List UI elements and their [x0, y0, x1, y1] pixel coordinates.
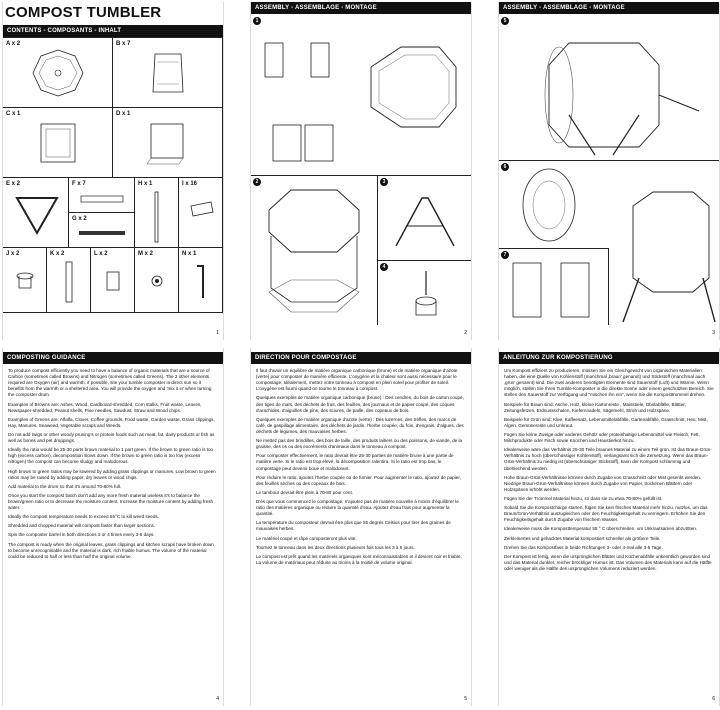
part-l-label: L x 2 — [94, 251, 108, 257]
paragraph: Hohe Braun-Grün-Verhältnisse können durch Zugabe von Grasschnitt oder Mist gesenkt werden. Niedrige Braun-Grün-Verhältnisse können durch Zugabe von Papier, trockenen Blättern oder Holzspänen erhöht werden. — [504, 474, 702, 492]
part-e-cell — [3, 178, 69, 248]
guidance-text — [499, 364, 719, 579]
paragraph: Shredded and chopped material will compost faster than larger sections. — [8, 523, 156, 529]
part-c-label: C x 1 — [6, 111, 21, 117]
part-e-drawing — [3, 178, 69, 248]
page-6 — [498, 348, 720, 706]
step-5-drawing — [499, 15, 719, 160]
step-2-drawing — [251, 176, 378, 326]
part-d-label: D x 1 — [116, 111, 131, 117]
part-l-cell — [91, 248, 135, 313]
paragraph: Idealerweise wäre das Verhältnis 25-30 Teile braunes Material zu einem Teil grün. Ist das Braun-Grün-Verhältnis zu hoch (überschüssiger Kohlenstoff), verlangsamt sich die Zersetzung. Wenn das Braun-Grün-Verhältnis zu niedrig ist (überschüssiger Stickstoff), kann der Kompost schlammig und übelriechend werden. — [504, 447, 712, 471]
part-g-drawing — [69, 213, 135, 248]
paragraph: Spin the composter barrel in both directions 3 or 4 times every 3-5 days. — [8, 532, 155, 538]
paragraph: Fügen Sie keine Zweige oder anderes Gehölz oder proteinhaltige Lebensmittel wie Fleisch, Fett, Milchprodukte oder Fisch sowie Knochen und Haustierkot hinzu. — [504, 431, 700, 444]
paragraph: Examples of Greens are: Alfalfa, Clover, Coffee grounds, Food waste, Garden waste, Grass clippings, Hay, Manures, Seaweed, Vegetable scraps and Weeds. — [8, 416, 215, 428]
part-d-cell — [113, 108, 223, 178]
step-1-drawing — [251, 15, 471, 175]
step-7-box — [499, 248, 609, 325]
part-k-cell — [47, 248, 91, 313]
step-number: 6 — [501, 163, 509, 171]
paragraph: Pour composter effectivement, le ratio devrait être 25-30 parties de matière brune à une partie de matière verte. Si le ratio est trop élevé, la décomposition ralentira. Si le ratio est trop bas, le compostage peut devenir boue et malodorant. — [256, 453, 454, 471]
guidance-bar: ANLEITUNG ZUR KOMPOSTIERUNG — [499, 352, 719, 364]
step-number: 5 — [501, 17, 509, 25]
step-4-box — [378, 260, 471, 325]
paragraph: Once you start the compost batch don't add any more fresh material useless it's to balance the brown/green ratio or to decrease the moisture content. Increase the moisture content by adding fresh water. — [8, 492, 214, 511]
paragraph: Le tambour devrait être plein à 70-80 pour cent. — [256, 489, 354, 495]
paragraph: Le matériel coupé et râpé composteront plus vite. — [256, 535, 357, 541]
paragraph: Zerkleinertes und gehacktes Material kompostiert schneller als größere Teile. — [504, 535, 661, 541]
paragraph: Il faut d'avoir un équilibre de matière organique carbonique (brune) et de matière organique d'azote (verte) pour composter de manière efficiente. L'oxygène et la chaleur sont aussi nécessaire pour le compostage. Idéalement, mettez votre tonneau à compost en plein soleil pour profiter de soleil. L'oxygène est fourni quand on tourne le tonneau à compost. — [256, 368, 458, 392]
paragraph: La température du composteur devrait être plus que 55 degrés Celsius pour tirer des graines de mauvaises herbes. — [256, 520, 451, 532]
part-a-label: A x 2 — [6, 41, 21, 47]
paragraph: Do not add twigs or other woody pruning's or protein foods such as meat, fat, dairy products or fish as well as bones and pet droppings. — [8, 431, 215, 444]
part-l-drawing — [91, 248, 135, 313]
step-5-box — [499, 15, 719, 160]
part-m-drawing — [135, 248, 179, 313]
guidance-text — [3, 364, 223, 567]
part-j-drawing — [3, 248, 47, 313]
guidance-bar: DIRECTION POUR COMPOSTAGE — [251, 352, 471, 364]
part-n-cell — [179, 248, 223, 313]
part-h-cell — [135, 178, 179, 248]
part-b-cell — [113, 38, 223, 108]
assembled-composter-drawing — [609, 182, 719, 327]
part-n-label: N x 1 — [182, 251, 197, 257]
paragraph: Idealerweise muss die Komposttemperatur 55 ° C überschreiten, um Unkrautsamen abzutöten. — [504, 526, 698, 532]
part-j-label: J x 2 — [6, 251, 20, 257]
assembly-bar: ASSEMBLY - ASSEMBLAGE - MONTAGE — [499, 2, 719, 14]
part-c-drawing — [3, 108, 113, 178]
page-1 — [2, 2, 224, 340]
part-n-drawing — [179, 248, 223, 313]
paragraph: Tournez le tonneau dans les deux directions plusieurs fois tous les 3 à 5 jours. — [256, 544, 415, 550]
paragraph: Drehen Sie das Kompostfass in beide Richtungen 3- oder 4-mal alle 3-5 Tage. — [504, 544, 663, 550]
part-i-drawing — [179, 178, 223, 248]
step-number: 7 — [501, 251, 509, 259]
contents-bar: CONTENTS - COMPOSANTS - INHALT — [3, 25, 223, 37]
part-b-label: B x 7 — [116, 41, 131, 47]
part-f-drawing — [69, 178, 135, 213]
part-j-cell — [3, 248, 47, 313]
step-2-box — [251, 175, 378, 325]
paragraph: Quelques exemples de matière organique carbonique (brune) : Des cendres, du bois de carton coupé, des tiges de maïs, des déchets de fruit, des feuilles, des journaux et de papier coupé, des coques d'arachides, d'aiguilles de pins, des sciures, de paille, des copeaux de bois. — [256, 395, 464, 413]
part-a-cell — [3, 38, 113, 108]
page-number: 2 — [464, 330, 467, 336]
paragraph: Examples of Browns are: Ashes, Wood, Cardboard-shredded, Corn stalks, Fruit waste, Leaves, Newspaper-shredded, Peanut shells, Pine needles, Sawdust, Straw and Wood chips. — [8, 401, 202, 413]
paragraph: Quelques exemples de matière organique d'azote (verte) : Des luzernes, des trèfles, des marcs de café, de gaspillage alimentaire, des déchets de jardin, l'herbe coupée, du foin, d'engrais, d'algues, des déchets de légumes, des mauvaises herbes. — [256, 416, 464, 434]
step-7-drawing — [499, 249, 609, 326]
step-3-box — [378, 175, 471, 260]
paragraph: Ideally the ratio would be 25-30 parts brown material to 1 part green. If the brown to green ratio is too high (excess carbon), decomposition slows down. If the brown to green ratio is too low (excess nitrogen) the compost can become sludgy and malodorous. — [8, 447, 214, 465]
paragraph: Fügen Sie der Trommel Material hinzu, so dass sie zu etwa 70-80% gefüllt ist. — [504, 495, 663, 501]
step-1-box — [251, 15, 471, 175]
part-f-cell — [69, 178, 135, 213]
step-4-drawing — [378, 261, 471, 326]
paragraph: Ne mettez pas des brindilles, des bois de taille, des produits laitiers ou des poissons, de viande, de la graisse, des os ou des excréments d'animaux dans le tonneau à compost. — [256, 438, 463, 450]
page-number: 4 — [216, 696, 219, 702]
part-i-label: I x 16 — [182, 181, 198, 187]
paragraph: Pour réduire le ratio, ajoutez l'herbe coupée ou de fumier. Pour augmenter le ratio, ajoutez de papier, des feuilles sèches ou des copeaux de bois. — [256, 474, 461, 486]
paragraph: Add material to the drum so that it's around 70-80% full. — [8, 483, 122, 489]
assembly-bar: ASSEMBLY - ASSEMBLAGE - MONTAGE — [251, 2, 471, 14]
part-k-drawing — [47, 248, 91, 313]
paragraph: D'és que vous commencez le compostage, n'ajoutez pas de matière nouvelle à moins d'équilibrer le ratio des matières organique ou réduire la quantité d'eau. Ajoutez d'eau frais pour augmenter la quantité. — [256, 498, 459, 517]
paragraph: Ideally the compost temperature needs to exceed 55°C to kill weed seeds. — [8, 514, 159, 520]
step-number: 2 — [253, 178, 261, 186]
part-h-drawing — [135, 178, 179, 248]
page-title: COMPOST TUMBLER — [5, 4, 162, 21]
guidance-bar: COMPOSTING GUIDANCE — [3, 352, 223, 364]
part-g-label: G x 2 — [72, 216, 87, 222]
page-3 — [498, 2, 720, 340]
page-number: 3 — [712, 330, 715, 336]
parts-grid — [3, 37, 223, 328]
paragraph: Le compost est prêt quand les matériels organiques sont méconnaissables et il devient noir et friable. La volume de matériaux peut réduire au moins à la moitié de volume original. — [256, 553, 462, 565]
paragraph: The compost is ready when the original leaves, grass clippings and kitchen scraps have broken down to become unrecognisable and the material is dark, rich friable humus. The volume of the material could be reduced to half or less than half the original volume. — [8, 541, 214, 559]
part-f-label: F x 7 — [72, 181, 86, 187]
paragraph: High brown to green ratios may be lowered by adding grass clippings or manures. Low brown to green ratios may be raised by adding paper, dry leaves or wood chips. — [8, 468, 216, 480]
part-d-drawing — [113, 108, 223, 178]
paragraph: Um Kompost effizient zu produzieren, müssen Sie ein Gleichgewicht von organischen Materialien haben, die eine Quelle von Kohlenstoff (manchmal ‚braun' genannt) und Stickstoff (manchmal auch ‚grün' genannt) sind. Die zwei anderen benötigten Elemente sind Sauerstoff (Luft) und Wärme. Wenn möglich, stellen Sie Ihren Tumble-Komposter in die direkte Sonne oder einem geschützten Bereich. Sie stellen den Sauerstoff zur Verfügung und "mischen ihn ein", wenn Sie die Komposttrommel drehen. — [504, 368, 714, 398]
part-e-label: E x 2 — [6, 181, 21, 187]
page-number: 6 — [712, 696, 715, 702]
paragraph: Sobald Sie die Kompostcharge starten, fügen Sie kein frisches Material mehr hinzu, nutzlos, um das Braun/Grün-Verhältnis auszugleichen oder den Feuchtigkeitsgehalt zu verringern. Erhöhen Sie den Feuchtigkeitsgehalt durch Zugabe von frischem Wasser. — [504, 505, 708, 523]
page-number: 1 — [216, 330, 219, 336]
guidance-text — [251, 364, 471, 573]
step-number: 4 — [380, 263, 388, 271]
page-4 — [2, 348, 224, 706]
part-c-cell — [3, 108, 113, 178]
paragraph: To produce compost efficiently you need to have a balance of organic materials that are a source of Carbon (sometimes called Browns) and Nitrogen (sometimes called Greens). The 2 other elements required are Oxygen (air) and warmth, if possible, site your tumble composter in direct sun so it benefits from the warmth or a sheltered area. You will provide the oxygen and 'mix it in' when turning the composter drum. — [8, 368, 212, 398]
part-b-drawing — [113, 38, 223, 108]
paragraph: Beispiele für Braun sind: Asche, Holz, kleine Kartonreste , Maisstiele, Obstabfälle, Blätter, Zeitungsfetzen, Erdnussschalen, Kiefernnadeln, Sägemehl, Stroh und Holzspäne. — [504, 401, 686, 413]
step-number: 1 — [253, 17, 261, 25]
part-k-label: K x 2 — [50, 251, 65, 257]
step-number: 3 — [380, 178, 388, 186]
part-m-label: M x 2 — [138, 251, 154, 257]
page-5 — [250, 348, 472, 706]
paragraph: Beispiele für Grün sind: Klee, Kaffeesatz, Lebensmittelabfälle, Gartenabfälle, Grasschnitt, Heu, Mist, Algen, Gemüsereste und Unkraut. — [504, 416, 708, 428]
page-number: 5 — [464, 696, 467, 702]
page-2 — [250, 2, 472, 340]
step-3-drawing — [378, 176, 471, 261]
part-a-drawing — [3, 38, 113, 108]
paragraph: Der Kompost ist fertig, wenn die ursprünglichen Blätter und Küchenabfälle unkenntlich geworden sind und das Material dunkler, reicher bröckliger Humus ist. Das Volumen des Materials kann auf die Hälfte oder weniger als die Hälfte des ursprünglichen Volumens reduziert werden. — [504, 553, 712, 571]
part-m-cell — [135, 248, 179, 313]
part-i-cell — [179, 178, 223, 248]
part-g-cell — [69, 213, 135, 248]
part-h-label: H x 1 — [138, 181, 153, 187]
